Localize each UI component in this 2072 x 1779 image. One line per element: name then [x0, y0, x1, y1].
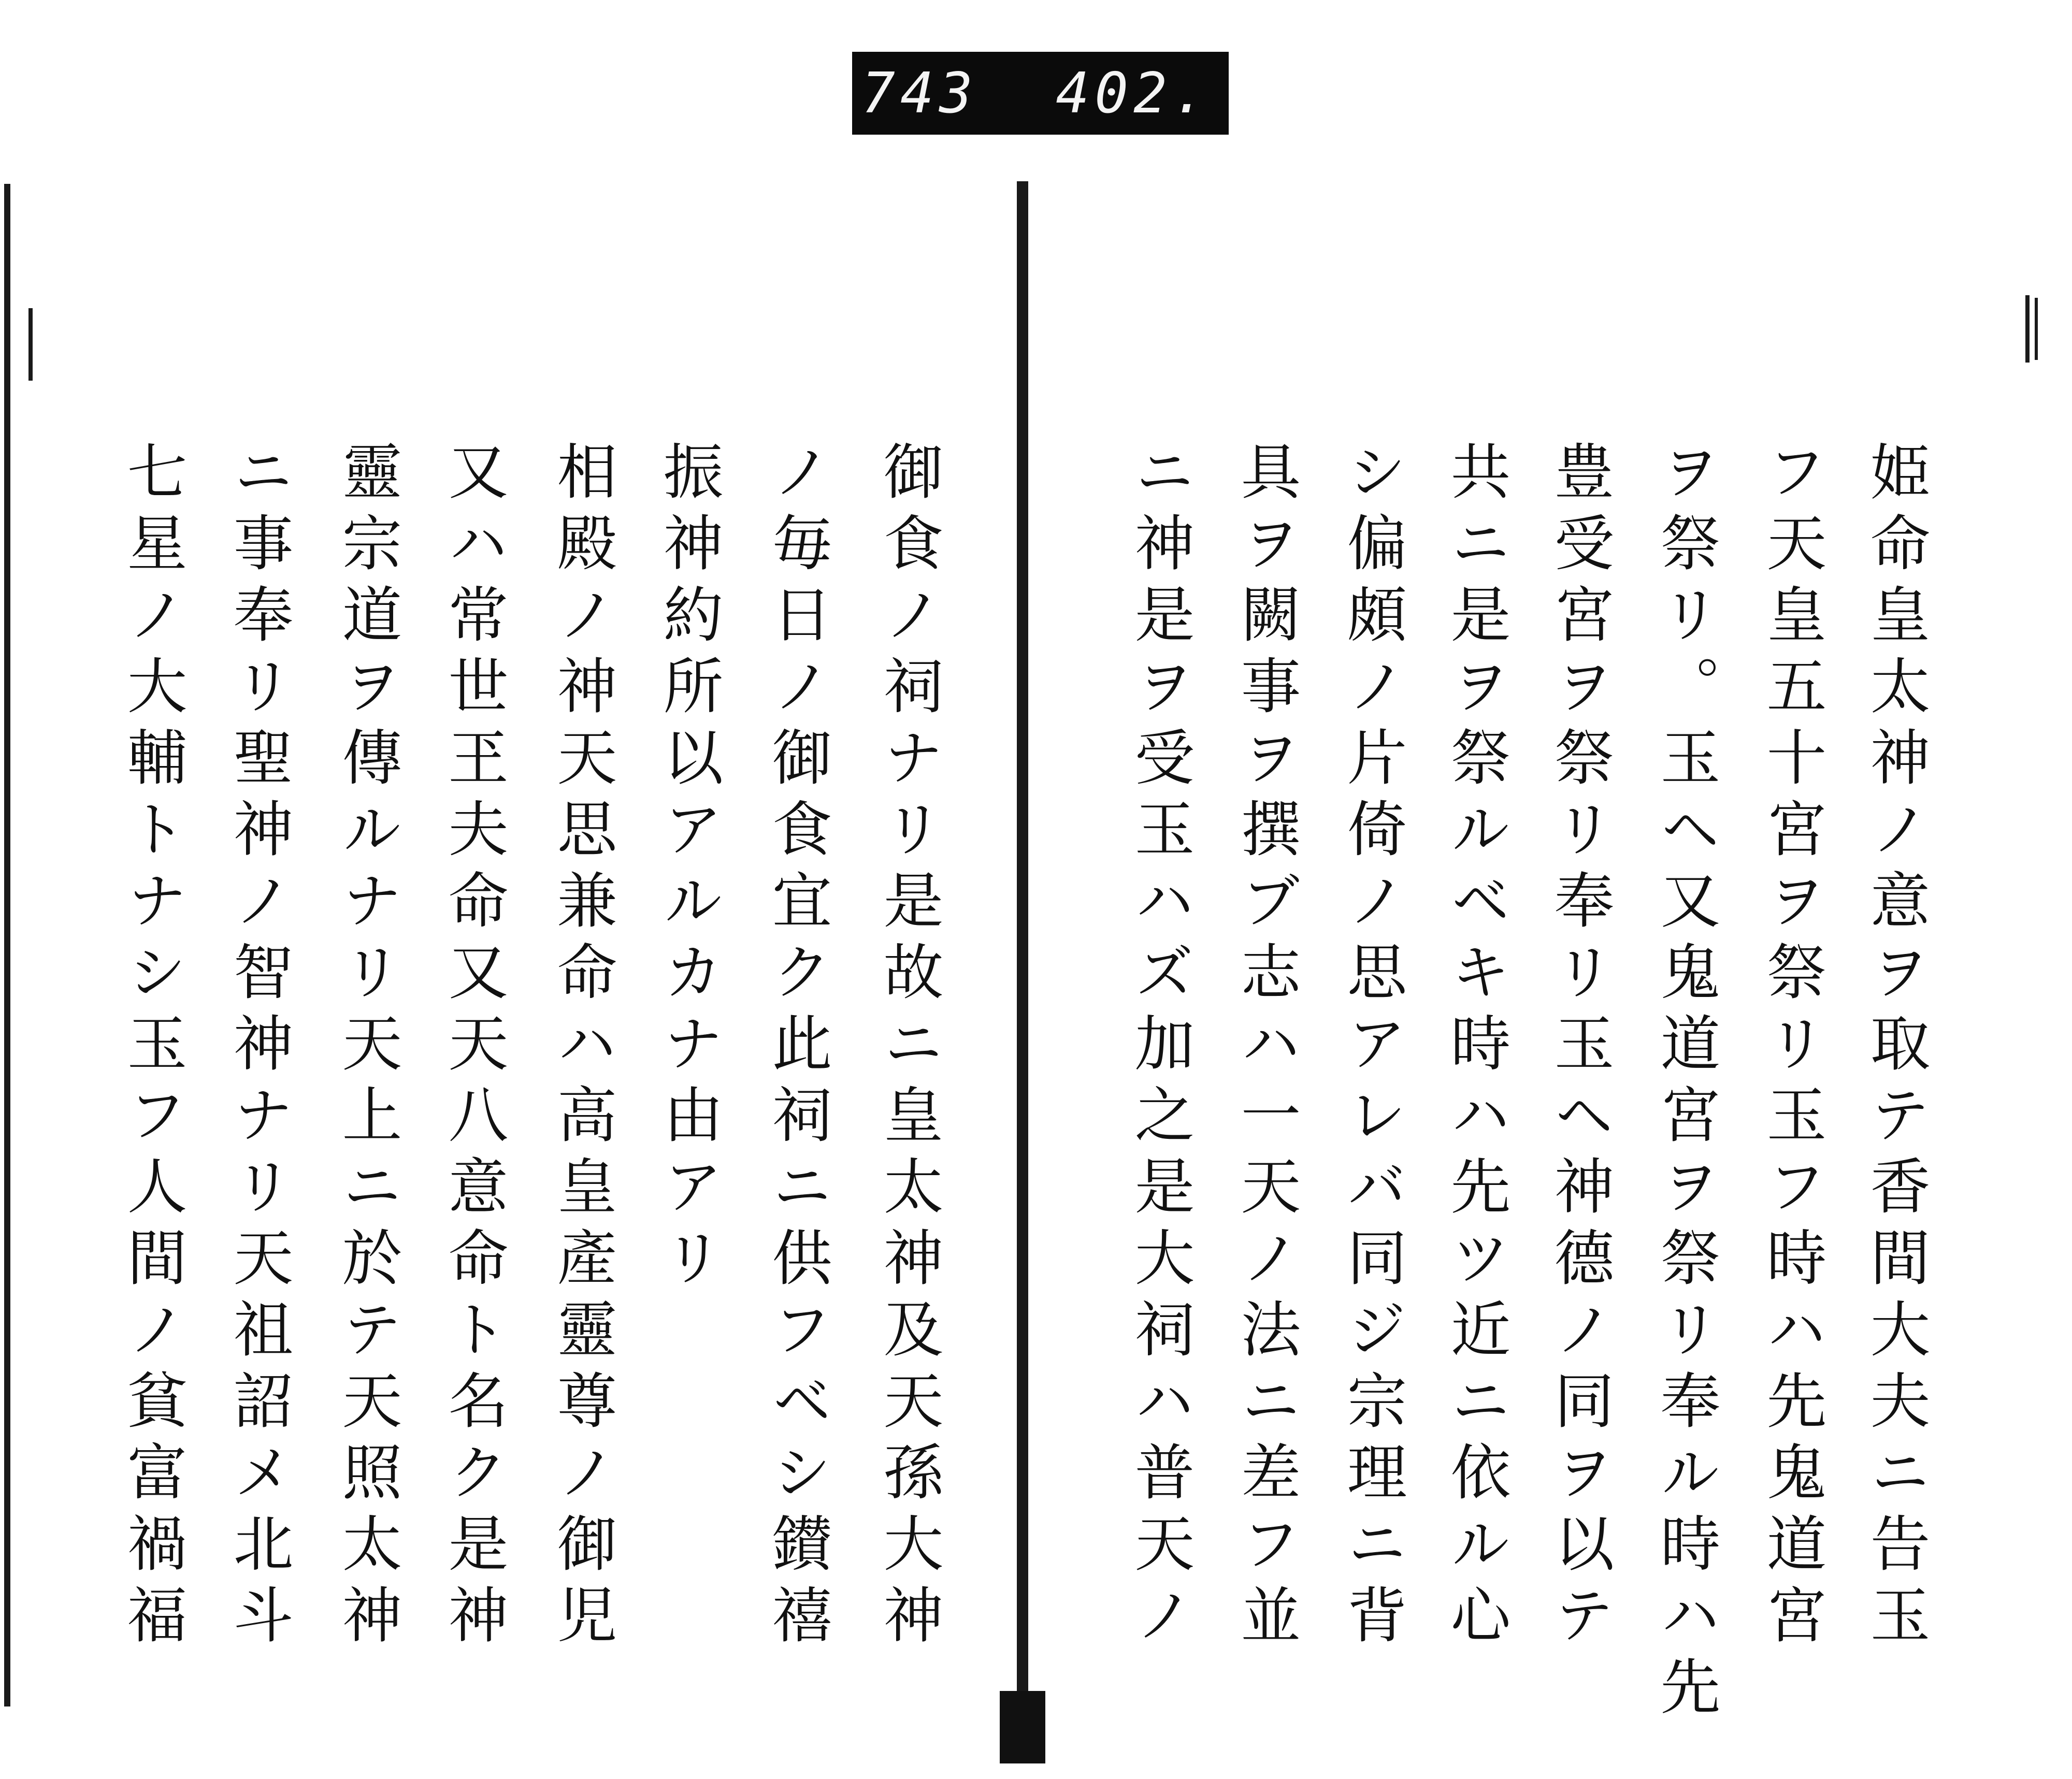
left-tick-mark: [28, 308, 33, 381]
left-page-column-2: ノ毎日ノ御食宜ク此祠ニ供フベシ鑚禧: [762, 440, 832, 1655]
right-page-column-3: ヲ祭リ。玉ヘ又鬼道宮ヲ祭リ奉ル時ハ先: [1650, 440, 1720, 1727]
right-page-column-1: 姫命皇太神ノ意ヲ取テ香間大夫ニ告玉: [1860, 440, 1930, 1655]
left-page-column-4: 相殿ノ神天思兼命ハ高皇產靈尊ノ御児: [547, 440, 617, 1655]
right-tick-mark: [2025, 295, 2030, 363]
left-page-column-7: ニ事奉リ聖神ノ智神ナリ天祖詔メ北斗: [223, 440, 293, 1655]
right-page-column-6: シ偏頗ノ片倚ノ思アレバ同ジ宗理ニ背: [1337, 440, 1407, 1655]
left-page-column-6: 靈宗道ヲ傳ルナリ天上ニ於テ天照太神: [332, 440, 402, 1655]
page-gutter-foot: [1000, 1691, 1045, 1763]
right-page-column-8: ニ神是ヲ受玉ハズ加之是大祠ハ普天ノ: [1125, 440, 1195, 1655]
left-page-column-1: 御食ノ祠ナリ是故ニ皇太神及天孫大神: [873, 440, 943, 1655]
left-page-column-5: 又ハ常世玊夫命又天八意命ト名ク是神: [438, 440, 508, 1655]
microfilm-frame-number: 743 402.: [852, 52, 1229, 135]
right-page-column-5: 共ニ是ヲ祭ルベキ時ハ先ツ近ニ依ル心: [1441, 440, 1510, 1655]
left-page-column-3: 振神約所以アルカナ由アリ: [653, 440, 723, 1298]
right-page-column-4: 豊受宮ヲ祭リ奉リ玉ヘ神德ノ同ヲ以テ: [1544, 440, 1614, 1655]
left-page-column-8: 七星ノ大輔トナシ玉フ人間ノ貧富禍福: [117, 440, 187, 1655]
right-tick-mark-2: [2035, 298, 2038, 360]
right-page-column-2: フ天皇五十宮ヲ祭リ玉フ時ハ先鬼道宮: [1757, 440, 1826, 1655]
left-edge-mark: [4, 184, 10, 1706]
page-gutter: [1017, 181, 1028, 1709]
right-page-column-7: 具ヲ闕事ヲ撰ブ志ハ一天ノ法ニ差フ並: [1231, 440, 1301, 1655]
